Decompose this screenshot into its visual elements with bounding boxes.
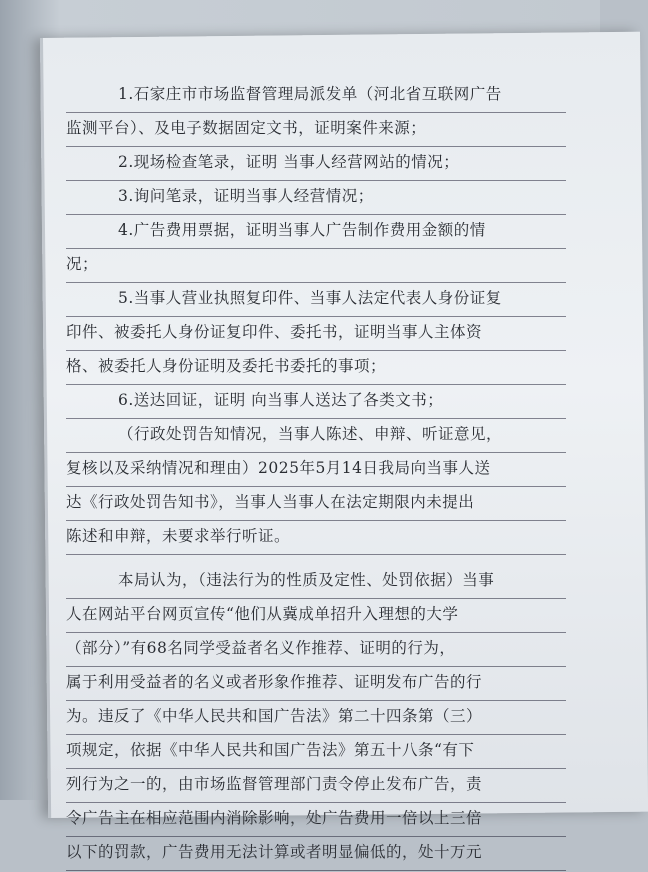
finding-paragraph-line-2: 人在网站平台网页宣传“他们从冀成单招升入理想的大学 xyxy=(66,600,566,633)
finding-paragraph-line-8: 令广告主在相应范围内消除影响，处广告费用一倍以上三倍 xyxy=(66,804,566,837)
evidence-item-1-line-2: 监测平台）、及电子数据固定文书，证明案件来源； xyxy=(66,114,566,147)
evidence-item-5-line-1: 5.当事人营业执照复印件、当事人法定代表人身份证复 xyxy=(66,284,566,317)
evidence-item-3: 3.询问笔录，证明当事人经营情况； xyxy=(66,182,566,215)
notice-paragraph-line-1: （行政处罚告知情况，当事人陈述、申辩、听证意见， xyxy=(66,420,566,453)
evidence-item-5-line-3: 格、被委托人身份证明及委托书委托的事项； xyxy=(66,352,566,385)
notice-paragraph-line-2: 复核以及采纳情况和理由）2025年5月14日我局向当事人送 xyxy=(66,454,566,487)
evidence-item-6: 6.送达回证，证明 向当事人送达了各类文书； xyxy=(66,386,566,419)
finding-paragraph-line-6: 项规定，依据《中华人民共和国广告法》第五十八条“有下 xyxy=(66,736,566,769)
evidence-item-4-line-1: 4.广告费用票据，证明当事人广告制作费用金额的情 xyxy=(66,216,566,249)
finding-paragraph-line-3: （部分）”有68名同学受益者名义作推荐、证明的行为， xyxy=(66,634,566,667)
finding-paragraph-line-9: 以下的罚款，广告费用无法计算或者明显偏低的，处十万元 xyxy=(66,838,566,871)
finding-paragraph-line-4: 属于利用受益者的名义或者形象作推荐、证明发布广告的行 xyxy=(66,668,566,701)
evidence-item-1-line-1: 1.石家庄市市场监督管理局派发单（河北省互联网广告 xyxy=(66,80,566,113)
finding-paragraph-line-5: 为。违反了《中华人民共和国广告法》第二十四条第（三） xyxy=(66,702,566,735)
evidence-item-4-line-2: 况； xyxy=(66,250,566,283)
finding-paragraph-line-1: 本局认为，（违法行为的性质及定性、处罚依据）当事 xyxy=(66,566,566,599)
evidence-item-5-line-2: 印件、被委托人身份证复印件、委托书，证明当事人主体资 xyxy=(66,318,566,351)
notice-paragraph-line-4: 陈述和申辩，未要求举行听证。 xyxy=(66,522,566,555)
evidence-item-2: 2.现场检查笔录，证明 当事人经营网站的情况； xyxy=(66,148,566,181)
paper-edge xyxy=(40,38,51,818)
finding-paragraph-line-7: 列行为之一的，由市场监督管理部门责令停止发布广告，责 xyxy=(66,770,566,803)
document-body xyxy=(66,80,566,872)
notice-paragraph-line-3: 达《行政处罚告知书》，当事人当事人在法定期限内未提出 xyxy=(66,488,566,521)
